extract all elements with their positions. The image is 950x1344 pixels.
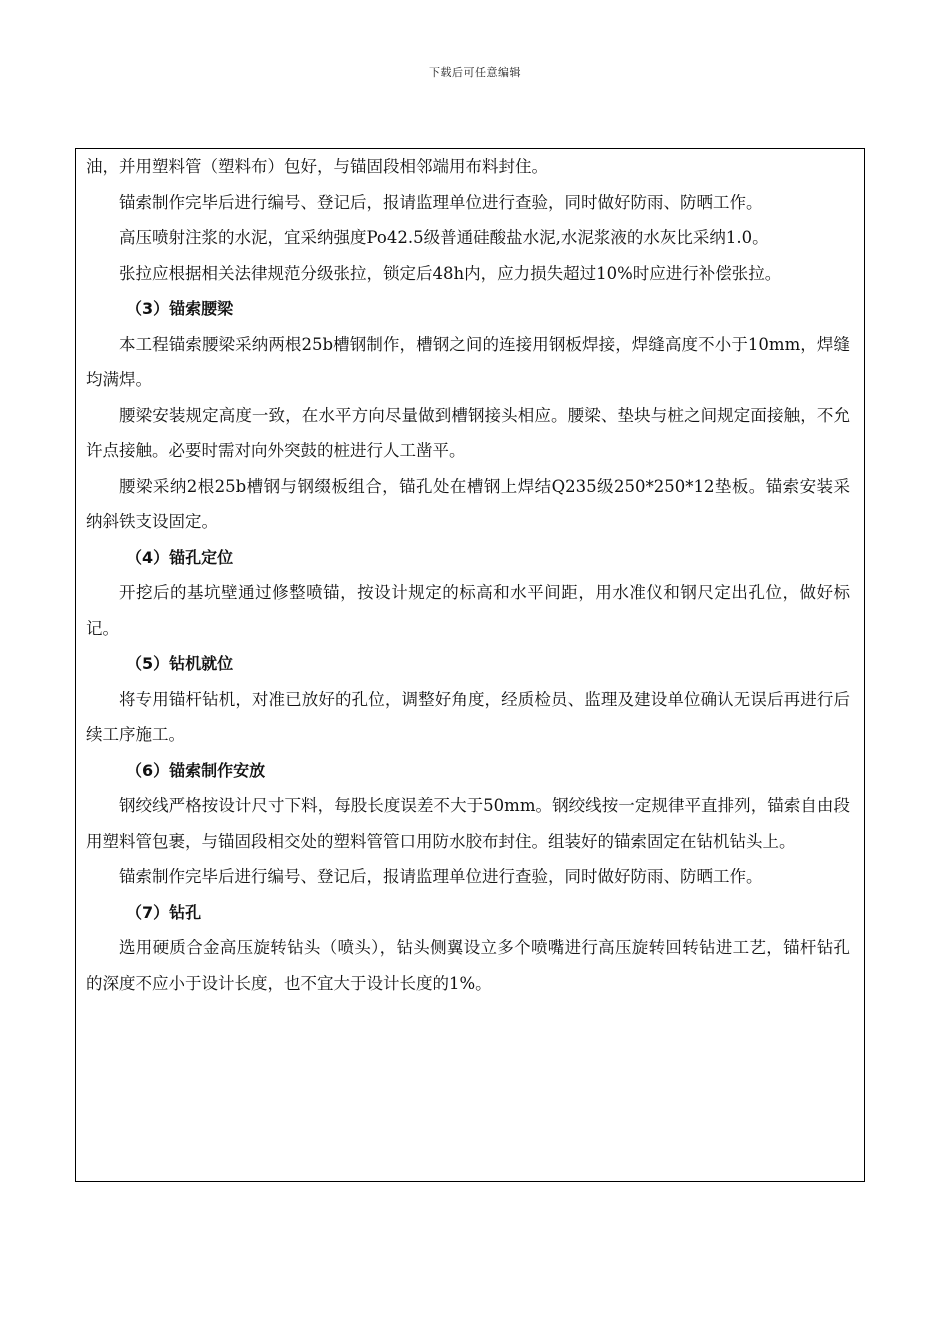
document-body-frame	[75, 148, 865, 1182]
paragraph-waist-beam-plate: 腰梁采纳2根25b槽钢与钢缀板组合，锚孔处在槽钢上焊结Q235级250*250*12垫板。锚索安装采纳斜铁支设固定。	[86, 476, 850, 531]
section-heading-hole-positioning: （4）锚孔定位	[126, 547, 234, 567]
paragraph-strand-cutting: 钢绞线严格按设计尺寸下料，每股长度误差不大于50mm。钢绞线按一定规律平直排列，锚索自由段用塑料管包裹，与锚固段相交处的塑料管管口用防水胶布封住。组装好的锚索固定在钻机钻头上。	[86, 796, 850, 851]
paragraph-waist-beam-install: 腰梁安装规定高度一致，在水平方向尽量做到槽钢接头相应。腰梁、垫块与桩之间规定面接触，不允许点接触。必要时需对向外突鼓的桩进行人工凿平。	[86, 405, 850, 460]
section-heading-drilling: （7）钻孔	[126, 902, 202, 922]
section-heading-waist-beam: （3）锚索腰梁	[126, 299, 234, 318]
paragraph-drilling: 选用硬质合金高压旋转钻头（喷头），钻头侧翼设立多个喷嘴进行高压旋转回转钻进工艺，锚杆钻孔的深度不应小于设计长度，也不宜大于设计长度的1%。	[86, 938, 850, 993]
paragraph-numbering-inspection: 锚索制作完毕后进行编号、登记后，报请监理单位进行查验，同时做好防雨、防晒工作。	[119, 192, 763, 212]
paragraph-drill-setup: 将专用锚杆钻机，对准已放好的孔位，调整好角度，经质检员、监理及建设单位确认无误后再进行后续工序施工。	[86, 689, 850, 744]
paragraph-wrap-end: 油，并用塑料管（塑料布）包好，与锚固段相邻端用布料封住。	[86, 157, 548, 176]
paragraph-cement-grout: 高压喷射注浆的水泥，宜采纳强度Po42.5级普通硅酸盐水泥,水泥浆液的水灰比采纳1.0。	[119, 228, 769, 247]
section-heading-drill-setup: （5）钻机就位	[126, 654, 234, 673]
paragraph-waist-beam-steel: 本工程锚索腰梁采纳两根25b槽钢制作，槽钢之间的连接用钢板焊接，焊缝高度不小于10mm，焊缝均满焊。	[86, 334, 850, 389]
page-header-note: 下载后可任意编辑	[429, 66, 521, 79]
paragraph-tensioning: 张拉应根据相关法律规范分级张拉，锁定后48h内，应力损失超过10%时应进行补偿张拉。	[119, 263, 782, 283]
paragraph-fabrication-inspection: 锚索制作完毕后进行编号、登记后，报请监理单位进行查验，同时做好防雨、防晒工作。	[119, 867, 763, 886]
document-text-flow	[86, 149, 850, 1001]
section-heading-anchor-fabrication: （6）锚索制作安放	[126, 760, 266, 780]
paragraph-hole-positioning: 开挖后的基坑壁通过修整喷锚，按设计规定的标高和水平间距，用水准仪和钢尺定出孔位，做好标记。	[86, 583, 850, 638]
